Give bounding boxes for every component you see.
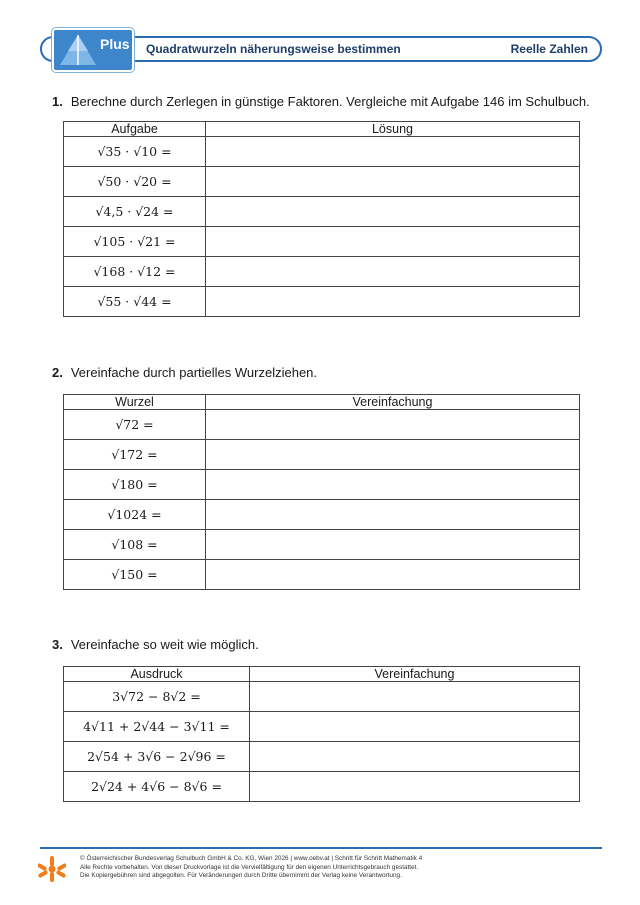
answer-cell[interactable] [206,500,580,530]
table-row [64,410,580,440]
task-instruction: Vereinfache durch partielles Wurzelziehen. [70,365,318,380]
column-header-simplification: Vereinfachung [250,667,580,682]
expression-cell: 4√11 + 2√44 − 3√11 = [64,712,250,742]
footer-line-1: © Österreichischer Bundesverlag Schulbuch GmbH & Co. KG, Wien 2026 | www.oebv.at | Schritt für Schritt Mathematik 4 [80,855,423,862]
table-row [64,167,580,197]
table-header-row [64,395,580,410]
footer-line-2: Alle Rechte vorbehalten. Von dieser Druckvorlage ist die Vervielfältigung für den eigenen Unterrichtsgebrauch gestattet. [80,863,419,871]
publisher-star-icon [38,855,66,883]
column-header-simplification: Vereinfachung [206,395,580,410]
task-3-table [63,666,580,802]
answer-cell[interactable] [206,470,580,500]
table-row [64,257,580,287]
expression-cell: 2√54 + 3√6 − 2√96 = [64,742,250,772]
task-2-table [63,394,580,590]
table-header-row [64,667,580,682]
task-1-table [63,121,580,317]
task-2-heading [52,365,317,380]
answer-cell[interactable] [206,410,580,440]
table-row [64,470,580,500]
answer-cell[interactable] [250,712,580,742]
expression-cell: √55 · √44 = [64,287,206,317]
table-row [64,682,580,712]
expression-cell: 2√24 + 4√6 − 8√6 = [64,772,250,802]
logo-text: Plus [100,36,130,52]
task-instruction: Berechne durch Zerlegen in günstige Faktoren. Vergleiche mit Aufgabe 146 im Schulbuch. [70,94,590,109]
answer-cell[interactable] [206,560,580,590]
expression-cell: √168 · √12 = [64,257,206,287]
answer-cell[interactable] [250,772,580,802]
expression-cell: √180 = [64,470,206,500]
worksheet-title: Quadratwurzeln näherungsweise bestimmen [146,42,401,56]
expression-cell: √35 · √10 = [64,137,206,167]
footer-copyright [80,855,422,881]
footer-divider [40,847,602,849]
table-row [64,440,580,470]
expression-cell: √172 = [64,440,206,470]
expression-cell: √150 = [64,560,206,590]
task-1-heading [52,94,590,109]
footer-line-3: Die Kopiergebühren sind abgegolten. Für Veränderungen durch Dritte übernimmt der Verlag keine Verantwortung. [80,872,402,880]
column-header-task: Aufgabe [64,122,206,137]
task-instruction: Vereinfache so weit wie möglich. [70,637,259,652]
expression-cell: 3√72 − 8√2 = [64,682,250,712]
answer-cell[interactable] [206,227,580,257]
answer-cell[interactable] [250,682,580,712]
answer-cell[interactable] [206,530,580,560]
table-row [64,287,580,317]
expression-cell: √50 · √20 = [64,167,206,197]
task-number: 2. [52,365,63,380]
table-header-row [64,122,580,137]
expression-cell: √1024 = [64,500,206,530]
expression-cell: √108 = [64,530,206,560]
table-row [64,500,580,530]
task-number: 1. [52,94,63,109]
column-header-expression: Ausdruck [64,667,250,682]
answer-cell[interactable] [206,197,580,227]
answer-cell[interactable] [206,440,580,470]
task-3-heading [52,637,259,652]
plus-logo [52,28,134,72]
answer-cell[interactable] [206,137,580,167]
table-row [64,560,580,590]
answer-cell[interactable] [206,167,580,197]
table-row [64,712,580,742]
table-row [64,530,580,560]
column-header-solution: Lösung [206,122,580,137]
expression-cell: √105 · √21 = [64,227,206,257]
answer-cell[interactable] [250,742,580,772]
table-row [64,137,580,167]
column-header-root: Wurzel [64,395,206,410]
answer-cell[interactable] [206,257,580,287]
table-row [64,197,580,227]
table-row [64,772,580,802]
triangle-logo-icon [58,33,98,67]
table-row [64,742,580,772]
expression-cell: √4,5 · √24 = [64,197,206,227]
answer-cell[interactable] [206,287,580,317]
table-row [64,227,580,257]
expression-cell: √72 = [64,410,206,440]
task-number: 3. [52,637,63,652]
worksheet-topic: Reelle Zahlen [510,42,588,56]
